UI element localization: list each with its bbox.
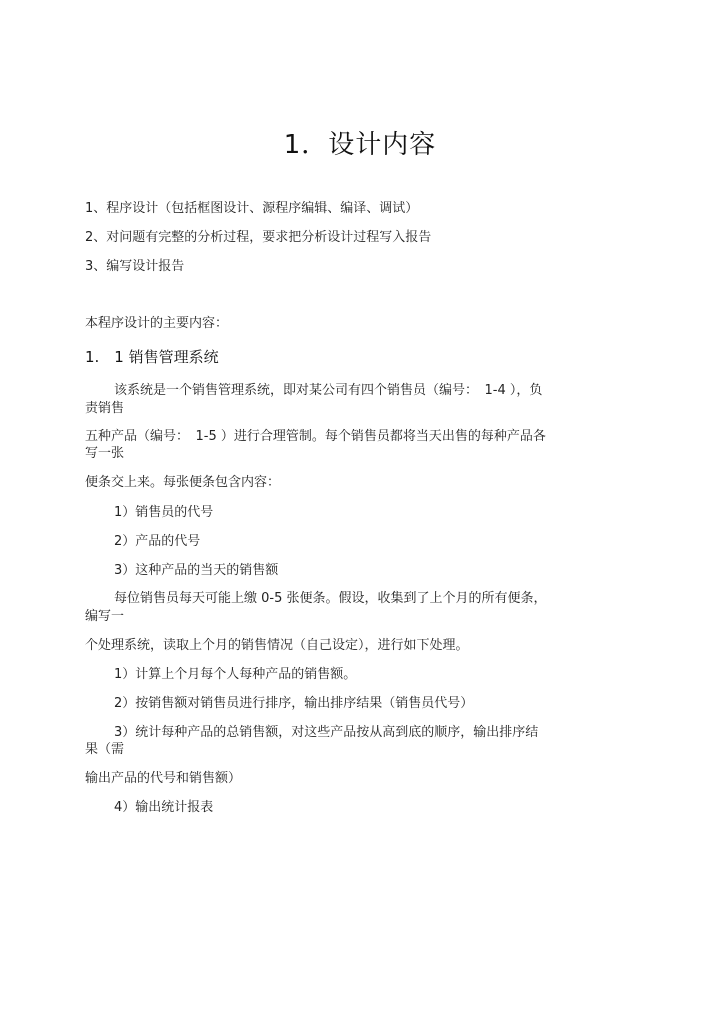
process-item: 2）按销售额对销售员进行排序，输出排序结果（销售员代号） <box>114 696 474 711</box>
paragraph-line: 便条交上来。每张便条包含内容： <box>85 475 281 490</box>
section-heading: 1. 1 销售管理系统 <box>85 348 219 366</box>
note-item: 1）销售员的代号 <box>114 505 214 520</box>
process-item: 4）输出统计报表 <box>114 800 214 815</box>
requirement-item: 2、对问题有完整的分析过程，要求把分析设计过程写入报告 <box>85 230 432 245</box>
requirement-item: 1、程序设计（包括框图设计、源程序编辑、编译、调试） <box>85 201 419 216</box>
main-intro: 本程序设计的主要内容： <box>85 316 229 331</box>
paragraph-line: 写一张 <box>85 446 125 461</box>
process-item: 输出产品的代号和销售额） <box>85 771 242 786</box>
paragraph-line: 责销售 <box>85 401 125 416</box>
page-title: 1．设计内容 <box>283 130 437 160</box>
requirement-item: 3、编写设计报告 <box>85 259 185 274</box>
process-item: 1）计算上个月每个人每种产品的销售额。 <box>114 667 357 682</box>
process-item: 3）统计每种产品的总销售额，对这些产品按从高到底的顺序，输出排序结 <box>114 725 539 740</box>
paragraph-line: 每位销售员每天可能上缴 0-5 张便条。假设，收集到了上个月的所有便条， <box>114 591 547 606</box>
paragraph-line: 个处理系统，读取上个月的销售情况（自己设定），进行如下处理。 <box>85 638 469 653</box>
paragraph-line: 该系统是一个销售管理系统，即对某公司有四个销售员（编号： 1-4 ），负 <box>114 383 543 398</box>
note-item: 3）这种产品的当天的销售额 <box>114 563 279 578</box>
paragraph-line: 五种产品（编号： 1-5 ）进行合理管制。每个销售员都将当天出售的每种产品各 <box>85 429 546 444</box>
paragraph-line: 编写一 <box>85 609 125 624</box>
note-item: 2）产品的代号 <box>114 534 201 549</box>
process-item: 果（需 <box>85 742 125 757</box>
